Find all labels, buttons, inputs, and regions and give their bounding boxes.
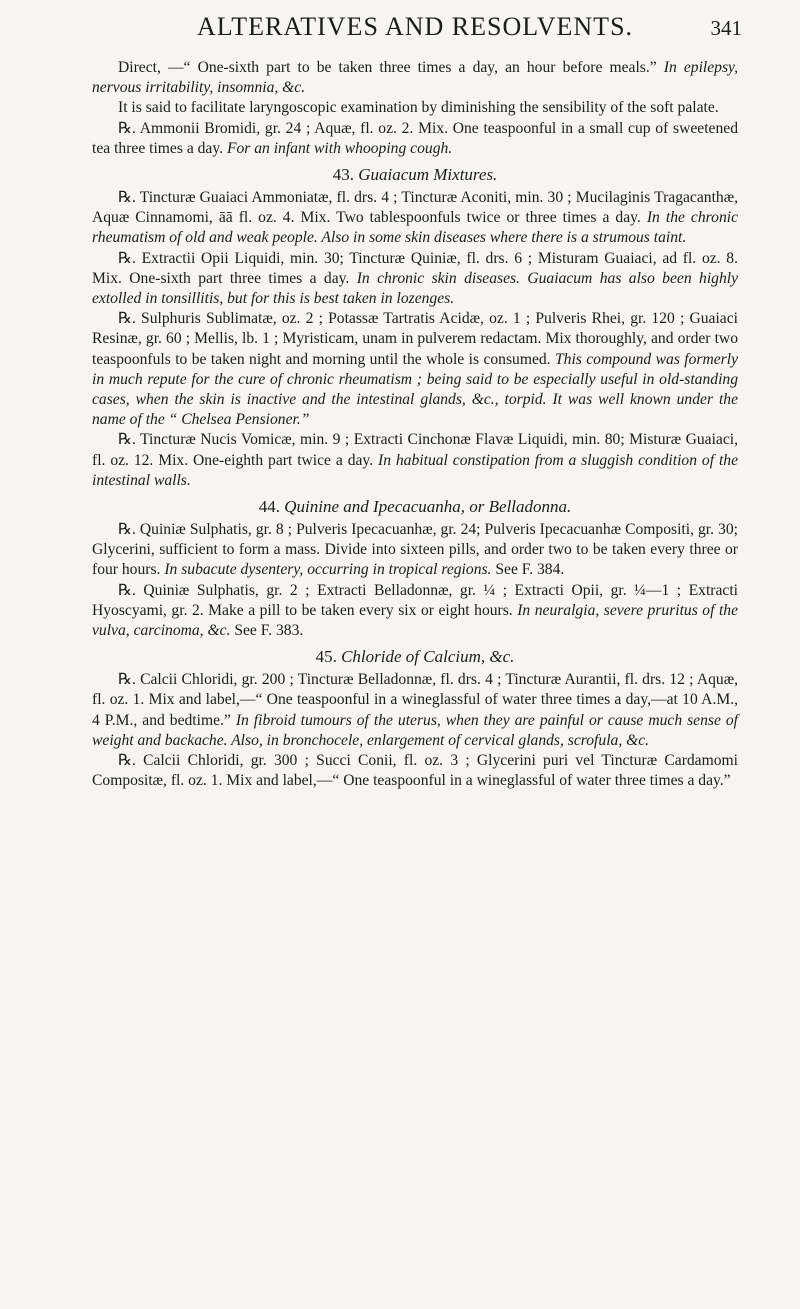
section-number: 44.: [258, 497, 280, 517]
text-run: ℞. Tincturæ Guaiaci Ammoniatæ, fl. drs. 4 ; Tincturæ Aconiti, min. 30 ; Mucilaginis Tragacanthæ, Aquæ Cinnamomi, āā fl. oz. 4. Mix. Two tablespoonfuls twice or three times a day.: [92, 189, 738, 227]
paragraph: [92, 249, 738, 310]
paragraph: [92, 98, 738, 118]
running-title: ALTERATIVES AND RESOLVENTS.: [196, 12, 634, 41]
paragraph: [92, 670, 738, 751]
text-run: ℞. Calcii Chloridi, gr. 200 ; Tincturæ Belladonnæ, fl. drs. 4 ; Tincturæ Aurantii, fl. drs. 12 ; Aquæ, fl. oz. 1. Mix and label,—“ One teaspoonful in a wineglassful of water three times a day,—at 10 A.M., 4 P.M., and bedtime.”: [92, 671, 738, 729]
italic-text: This compound was formerly in much repute for the cure of chronic rheumatism ; being said to be especially useful in old-standing cases, when the skin is inactive and the intestinal glands, &c., torpid. It was well known under the name of the “ Chelsea Pensioner.”: [92, 350, 738, 429]
paragraph: [92, 751, 738, 791]
italic-text: In fibroid tumours of the uterus, when they are painful or cause much sense of weight and backache. Also, in bronchocele, enlargement of cervical glands, scrofula, &c.: [92, 711, 738, 749]
text-run: It is said to facilitate laryngoscopic examination by diminishing the sensibility of the soft palate.: [118, 99, 719, 117]
section-title: Quinine and Ipecacuanha, or Belladonna.: [284, 497, 572, 517]
italic-text: In the chronic rheumatism of old and weak people. Also in some skin diseases where there is a strumous taint.: [92, 209, 738, 247]
text-run: ℞. Calcii Chloridi, gr. 300 ; Succi Conii, fl. oz. 3 ; Glycerini puri vel Tincturæ Cardamomi Compositæ, fl. oz. 1. Mix and label,—“ One teaspoonful in a wineglassful of water three times a day.”: [92, 752, 738, 790]
text-run: ℞. Quiniæ Sulphatis, gr. 2 ; Extracti Belladonnæ, gr. ¼ ; Extracti Opii, gr. ¼—1 ; Extracti Hyoscyami, gr. 2. Make a pill to be taken every six or eight hours.: [92, 581, 738, 619]
page-header: [92, 0, 742, 58]
section-heading: [92, 647, 738, 667]
text-run: ℞. Ammonii Bromidi, gr. 24 ; Aquæ, fl. oz. 2. Mix. One teaspoonful in a small cup of sweetened tea three times a day.: [92, 119, 738, 157]
italic-text: In subacute dysentery, occurring in tropical regions.: [164, 561, 492, 579]
paragraph: [92, 119, 738, 159]
text-run: ℞. Quiniæ Sulphatis, gr. 8 ; Pulveris Ipecacuanhæ, gr. 24; Pulveris Ipecacuanhæ Compositi, gr. 30; Glycerini, sufficient to form a mass. Divide into sixteen pills, and order two to be taken every three or four hours.: [92, 521, 738, 579]
paragraph: [92, 309, 738, 430]
paragraph: [92, 430, 738, 491]
italic-text: In chronic skin diseases. Guaiacum has also been highly extolled in tonsillitis, but for this is best taken in lozenges.: [92, 269, 738, 308]
paragraph: [92, 58, 738, 98]
italic-text: For an infant with whooping cough.: [226, 139, 453, 157]
text-run: ℞. Sulphuris Sublimatæ, oz. 2 ; Potassæ Tartratis Acidæ, oz. 1 ; Pulveris Rhei, gr. 120 ; Guaiaci Resinæ, gr. 60 ; Mellis, lb. 1 ; Myristicam, unam in pulverem redactam. Mix thoroughly, and order two teaspoonfuls to be taken night and morning until the whole is consumed.: [92, 310, 738, 368]
section-number: 43.: [332, 165, 354, 185]
page-number: 341: [710, 16, 742, 40]
section-title: Chloride of Calcium, &c.: [341, 647, 515, 667]
italic-text: In habitual constipation from a sluggish condition of the intestinal walls.: [92, 451, 739, 489]
italic-text: In neuralgia, severe pruritus of the vulva, carcinoma, &c.: [92, 601, 738, 640]
paragraph: [92, 188, 738, 249]
text-run: See F. 383.: [230, 622, 304, 640]
section-heading: [92, 497, 738, 517]
section-number: 45.: [315, 647, 337, 667]
text-run: ℞. Tincturæ Nucis Vomicæ, min. 9 ; Extracti Cinchonæ Flavæ Liquidi, min. 80; Misturæ Guaiaci, fl. oz. 12. Mix. One-eighth part twice a day.: [92, 431, 738, 469]
paragraph: [92, 581, 738, 642]
section-heading: [92, 165, 738, 185]
paragraph: [92, 520, 738, 581]
text-run: ℞. Extractii Opii Liquidi, min. 30; Tincturæ Quiniæ, fl. drs. 6 ; Misturam Guaiaci, ad fl. oz. 8. Mix. One-sixth part three times a day.: [92, 249, 738, 287]
section-title: Guaiacum Mixtures.: [358, 165, 498, 185]
italic-text: In epilepsy, nervous irritability, insomnia, &c.: [92, 59, 738, 97]
text-run: Direct, —“ One-sixth part to be taken three times a day, an hour before meals.”: [118, 59, 664, 76]
page-body: [92, 58, 738, 792]
text-run: See F. 384.: [491, 561, 565, 579]
